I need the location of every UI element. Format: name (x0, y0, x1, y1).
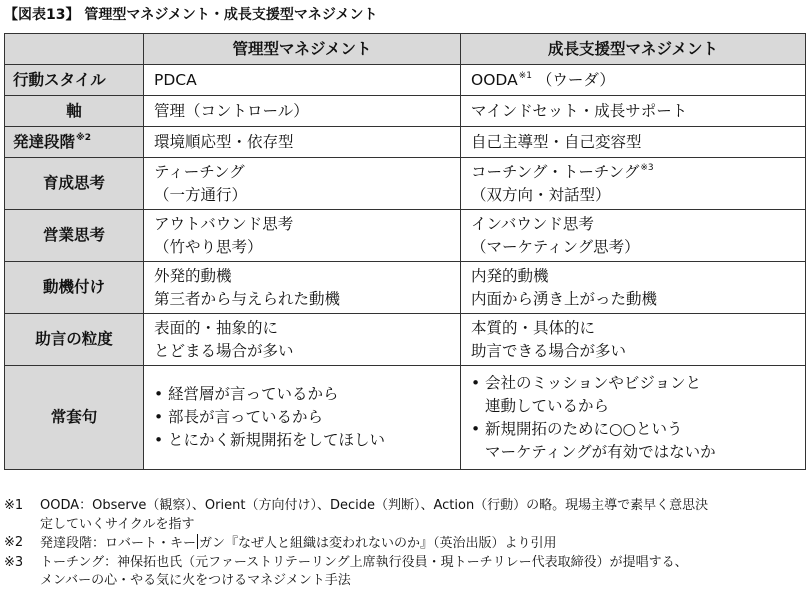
table-row (5, 65, 806, 96)
figure-caption: 【図表13】 管理型マネジメント・成長支援型マネジメント (4, 7, 378, 23)
footnote-2: ※2 発達段階：ロバート・キー ガン『なぜ人と組織は変われないのか』（英治出版）より引用 (4, 535, 557, 551)
header-row (5, 34, 806, 65)
cell-management: ティーチング （一方通行） (144, 158, 461, 210)
cell-management: アウトバウンド思考 （竹やり思考） (144, 210, 461, 262)
cell-growth-support: コーチング・トーチング$^{※3}$ （双方向・対話型） (461, 158, 806, 210)
cell-management: PDCA (144, 65, 461, 96)
list-item: • とにかく新規開拓をしてほしい (154, 429, 460, 452)
footnote-ref: ※3 (640, 162, 654, 173)
row-label: 常套句 (5, 366, 144, 470)
footnote-ref: ※1 (518, 70, 532, 81)
cell-management: 外発的動機 第三者から与えられた動機 (144, 262, 461, 314)
footnote-ref: ※2 (76, 132, 92, 143)
row-label: 助言の粒度 (5, 314, 144, 366)
comparison-table (4, 33, 806, 470)
list-item: • 新規開拓のために○○という マーケティングが有効ではないか (471, 418, 805, 464)
column-header-growth-support: 成長支援型マネジメント (461, 34, 806, 65)
cell-growth-support: OODA$^{※1}$ （ウーダ） (461, 65, 806, 96)
corner-cell (5, 34, 144, 65)
phrase-list (154, 383, 460, 452)
cell-growth-support: マインドセット・成長サポート (461, 96, 806, 127)
footnotes (4, 497, 809, 591)
table-row (5, 314, 806, 366)
cell-growth-support: インバウンド思考 （マーケティング思考） (461, 210, 806, 262)
phrase-list (471, 372, 805, 464)
table-row (5, 127, 806, 158)
cell-growth-support: 内発的動機 内面から湧き上がった動機 (461, 262, 806, 314)
table-row (5, 96, 806, 127)
table-row (5, 158, 806, 210)
list-item: • 部長が言っているから (154, 406, 460, 429)
list-item: • 経営層が言っているから (154, 383, 460, 406)
row-label: 軸 (5, 96, 144, 127)
cell-management: 環境順応型・依存型 (144, 127, 461, 158)
cell-growth-support: 自己主導型・自己変容型 (461, 127, 806, 158)
cell-growth-support (461, 366, 806, 470)
row-label: 発達段階$^{※2}$ (5, 127, 144, 158)
footnote-1: ※1 OODA：Observe（観察）、Orient（方向付け）、Decide（判断）、Action（行動）の略。現場主導で素早く意思決 定していくサイクルを指す (4, 498, 709, 532)
row-label: 営業思考 (5, 210, 144, 262)
cell-growth-support: 本質的・具体的に 助言できる場合が多い (461, 314, 806, 366)
table-row (5, 210, 806, 262)
row-label: 行動スタイル (5, 65, 144, 96)
row-label: 育成思考 (5, 158, 144, 210)
table-row (5, 366, 806, 470)
list-item: • 会社のミッションやビジョンと 連動しているから (471, 372, 805, 418)
row-label: 動機付け (5, 262, 144, 314)
table-row (5, 262, 806, 314)
text-cursor (197, 534, 198, 549)
cell-management: 管理（コントロール） (144, 96, 461, 127)
cell-management: 表面的・抽象的に とどまる場合が多い (144, 314, 461, 366)
cell-management (144, 366, 461, 470)
footnote-3: ※3 トーチング：神保拓也氏（元ファーストリテーリング上席執行役員・現トーチリレー代表取締役）が提唱する、 メンバーの心・やる気に火をつけるマネジメント手法 (4, 554, 688, 588)
column-header-management: 管理型マネジメント (144, 34, 461, 65)
